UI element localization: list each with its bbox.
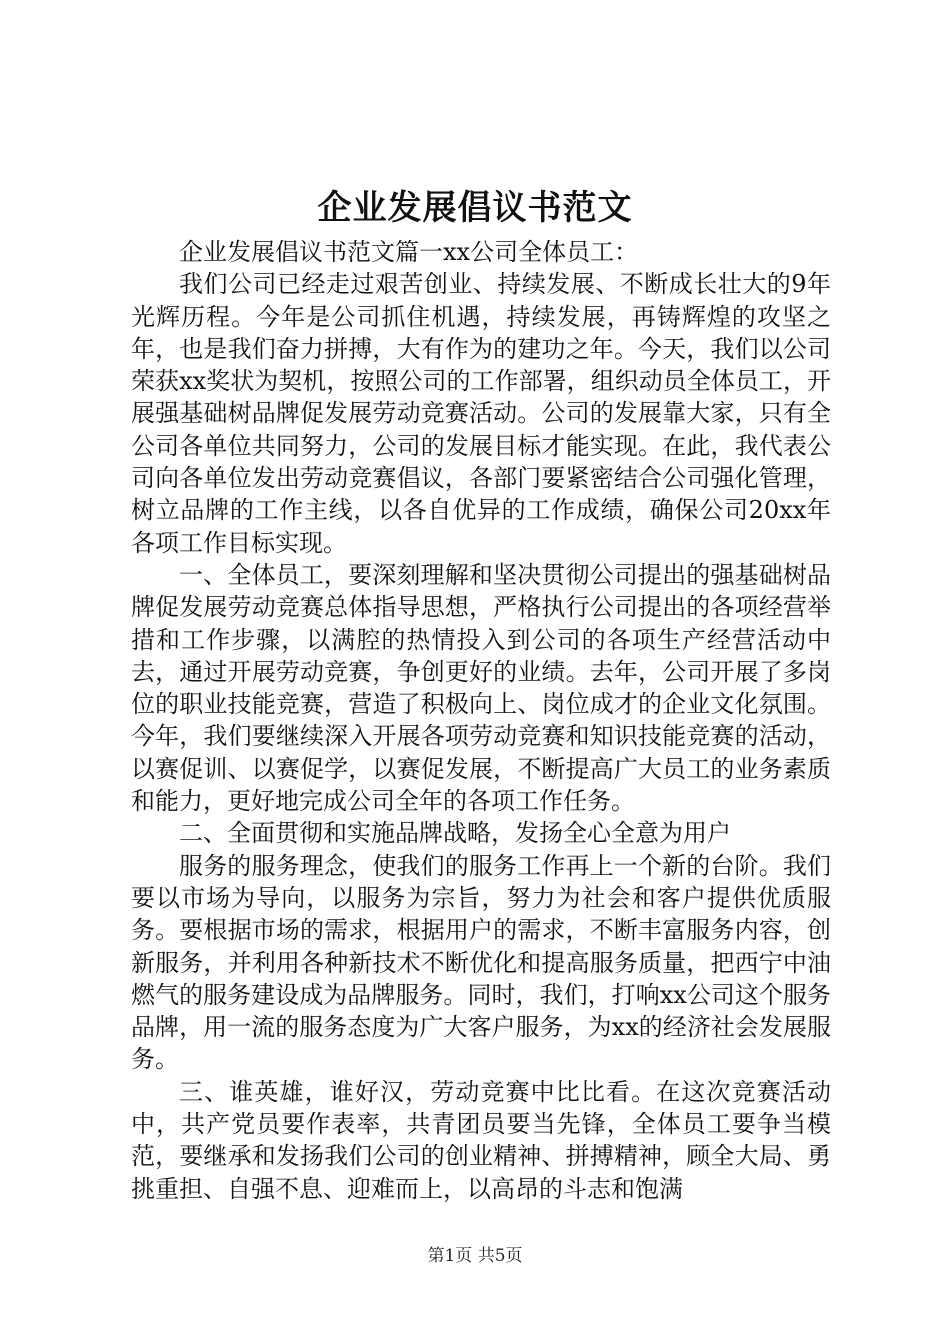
paragraph-point-one: 一、全体员工，要深刻理解和坚决贯彻公司提出的强基础树品牌促发展劳动竞赛总体指导思想，严格执行公司提出的各项经营举措和工作步骤，以满腔的热情投入到公司的各项生产经营活动中去，通过开展劳动竞赛，争创更好的业绩。去年，公司开展了多岗位的职业技能竞赛，营造了积极向上、岗位成才的企业文化氛围。今年，我们要继续深入开展各项劳动竞赛和知识技能竞赛的活动，以赛促训、以赛促学，以赛促发展，不断提高广大员工的业务素质和能力，更好地完成公司全年的各项工作任务。 bbox=[131, 560, 831, 816]
paragraph-point-two-heading: 二、全面贯彻和实施品牌战略，发扬全心全意为用户 bbox=[179, 819, 731, 848]
paragraph-intro: 我们公司已经走过艰苦创业、持续发展、不断成长壮大的9年光辉历程。今年是公司抓住机遇，持续发展，再铸辉煌的攻坚之年，也是我们奋力拼搏，大有作为的建功之年。今天，我们以公司荣获xx奖状为契机，按照公司的工作部署，组织动员全体员工，开展强基础树品牌促发展劳动竞赛活动。公司的发展靠大家，只有全公司各单位共同努力，公司的发展目标才能实现。在此，我代表公司向各单位发出劳动竞赛倡议，各部门要紧密结合公司强化管理，树立品牌的工作主线，以各自优异的工作成绩，确保公司20xx年各项工作目标实现。 bbox=[131, 270, 831, 557]
paragraph-greeting: 企业发展倡议书范文篇一xx公司全体员工： bbox=[179, 238, 639, 266]
paragraph-point-three: 三、谁英雄，谁好汉，劳动竞赛中比比看。在这次竞赛活动中，共产党员要作表率，共青团员要当先锋，全体员工要争当模范，要继承和发扬我们公司的创业精神、拼搏精神，顾全大局、勇挑重担、自强不息、迎难而上，以高昂的斗志和饱满 bbox=[131, 1077, 831, 1203]
paragraph-point-two-body: 服务的服务理念，使我们的服务工作再上一个新的台阶。我们要以市场为导向，以服务为宗旨，努力为社会和客户提供优质服务。要根据市场的需求，根据用户的需求，不断丰富服务内容，创新服务，并利用各种新技术不断优化和提高服务质量，把西宁中油燃气的服务建设成为品牌服务。同时，我们，打响xx公司这个服务品牌，用一流的服务态度为广大客户服务，为xx的经济社会发展服务。 bbox=[131, 851, 831, 1074]
page-number-footer: 第1页 共5页 bbox=[427, 1246, 523, 1266]
document-title: 企业发展倡议书范文 bbox=[317, 188, 633, 228]
document-body bbox=[131, 236, 831, 1205]
